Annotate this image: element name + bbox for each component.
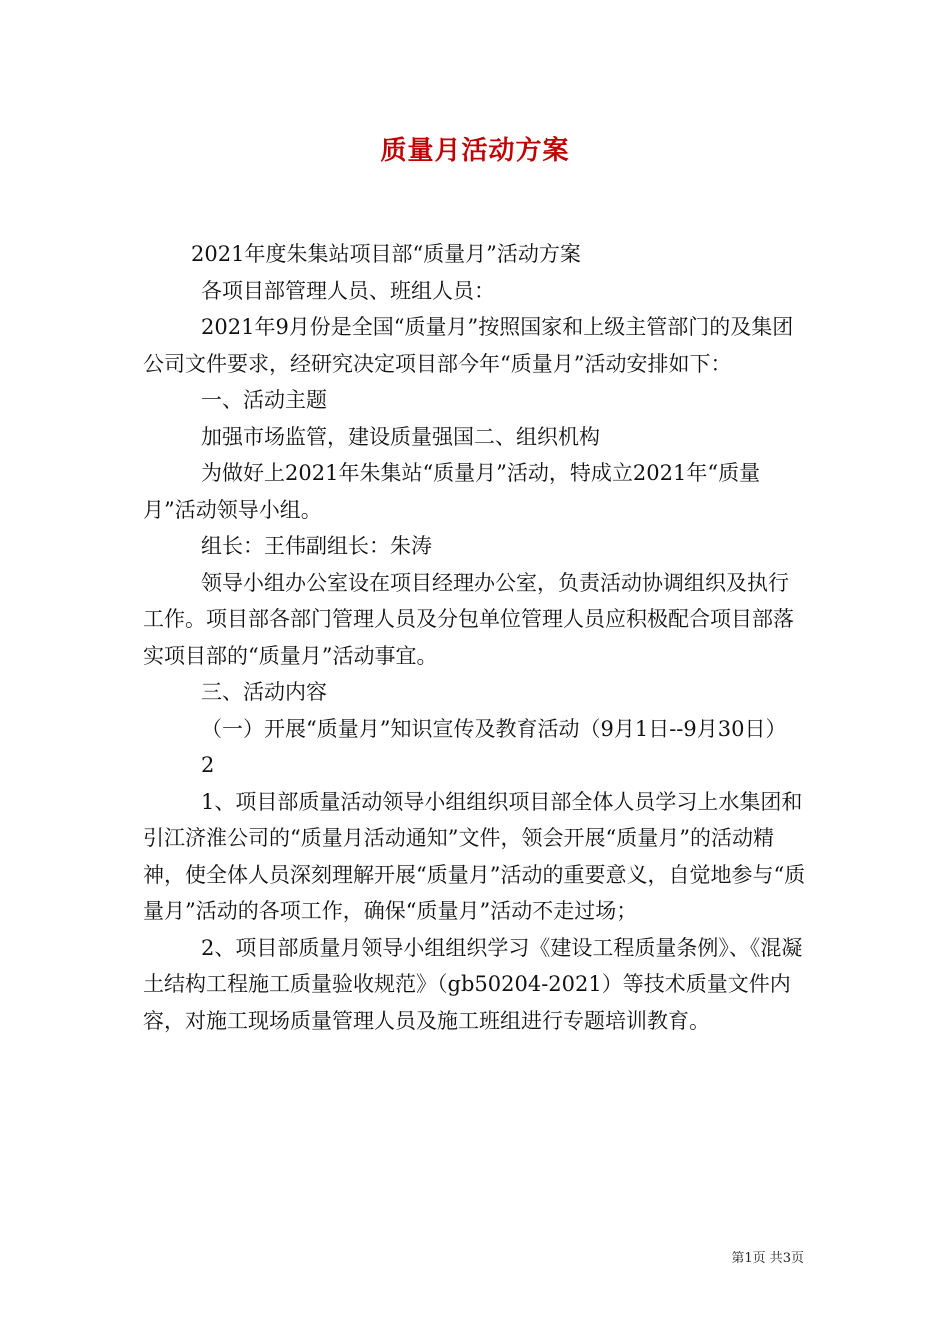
- theme-paragraph: 加强市场监管，建设质量强国二、组织机构: [201, 424, 600, 449]
- section-heading-theme: 一、活动主题: [201, 388, 327, 412]
- item-2-paragraph: 2、项目部质量月领导小组组织学习《建设工程质量条例》、《混凝土结构工程施工质量验收规范》（gb50204-2021）等技术质量文件内容，对施工现场质量管理人员及施工班组进行专题培训教育。: [143, 935, 803, 1033]
- section-heading-content: 三、活动内容: [201, 680, 327, 704]
- document-body: [143, 236, 809, 1039]
- subsection-heading: （一）开展“质量月”知识宣传及教育活动（9月1日--9月30日）: [201, 716, 787, 741]
- salutation-paragraph: 各项目部管理人员、班组人员：: [201, 278, 495, 303]
- organization-paragraph: 为做好上2021年朱集站“质量月”活动，特成立2021年“质量月”活动领导小组。: [143, 461, 761, 522]
- page-number-footer: 第1页 共3页: [731, 1251, 804, 1266]
- office-paragraph: 领导小组办公室设在项目经理办公室，负责活动协调组织及执行工作。项目部各部门管理人员及分包单位管理人员应积极配合项目部落实项目部的“质量月”活动事宜。: [143, 570, 794, 668]
- subtitle-paragraph: 2021年度朱集站项目部“质量月”活动方案: [191, 242, 581, 266]
- intro-paragraph: 2021年9月份是全国“质量月”按照国家和上级主管部门的及集团公司文件要求，经研究决定项目部今年“质量月”活动安排如下：: [143, 315, 794, 376]
- document-title: 质量月活动方案: [380, 136, 570, 166]
- number-paragraph: 2: [201, 753, 215, 777]
- item-1-paragraph: 1、项目部质量活动领导小组组织项目部全体人员学习上水集团和引江济淮公司的“质量月活动通知”文件，领会开展“质量月”的活动精神，使全体人员深刻理解开展“质量月”活动的重要意义，自觉地参与“质量月”活动的各项工作，确保“质量月”活动不走过场；: [143, 789, 806, 923]
- leaders-paragraph: 组长：王伟副组长：朱涛: [201, 534, 432, 558]
